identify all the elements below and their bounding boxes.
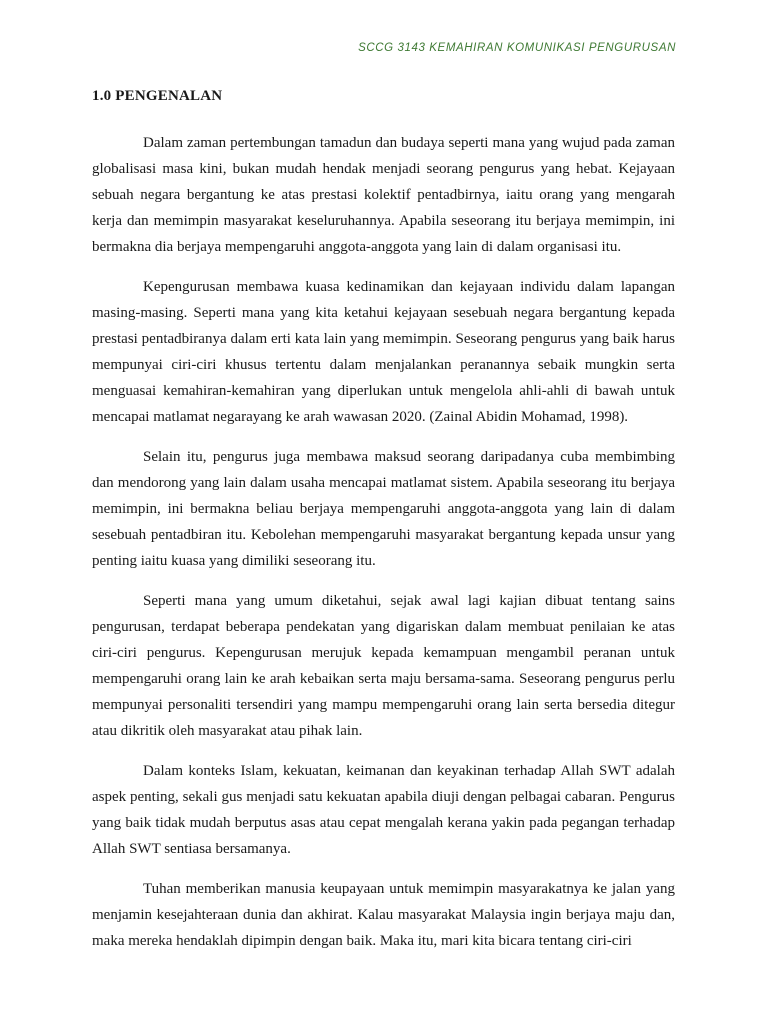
paragraph: Seperti mana yang umum diketahui, sejak awal lagi kajian dibuat tentang sains pengurusan, terdapat beberapa pendekatan yang digariskan dalam membuat penilaian ke atas ciri-ciri pengurus. Kepengurusan merujuk kepada kemampuan mengambil peranan untuk mempengaruhi orang lain ke arah kebaikan serta maju bersama-sama. Seseorang pengurus perlu mempunyai personaliti tersendiri yang mampu mempengaruhi orang lain serta bersedia ditegur atau dikritik oleh masyarakat atau pihak lain. <box>92 593 675 739</box>
paragraph: Kepengurusan membawa kuasa kedinamikan dan kejayaan individu dalam lapangan masing-masing. Seperti mana yang kita ketahui kejayaan sesebuah negara bergantung kepada prestasi pentadbiranya dalam erti kata lain yang memimpin. Seseorang pengurus yang baik harus mempunyai ciri-ciri khusus tertentu dalam menjalankan peranannya sebaik mungkin serta menguasai kemahiran-kemahiran yang diperlukan untuk mengelola ahli-ahli di bawah untuk mencapai matlamat negarayang ke arah wawasan 2020. (Zainal Abidin Mohamad, 1998). <box>92 279 675 425</box>
paragraph: Dalam konteks Islam, kekuatan, keimanan dan keyakinan terhadap Allah SWT adalah aspek penting, sekali gus menjadi satu kekuatan apabila diuji dengan pelbagai cabaran. Pengurus yang baik tidak mudah berputus asas atau cepat mengalah kerana yakin pada pegangan terhadap Allah SWT sentiasa bersamanya. <box>92 763 675 857</box>
paragraph: Dalam zaman pertembungan tamadun dan budaya seperti mana yang wujud pada zaman globalisasi masa kini, bukan mudah hendak menjadi seorang pengurus yang hebat. Kejayaan sebuah negara bergantung ke atas prestasi kolektif pentadbirnya, iaitu orang yang mengarah kerja dan memimpin masyarakat keseluruhannya. Apabila seseorang itu berjaya memimpin, ini bermakna dia berjaya mempengaruhi anggota-anggota yang lain di dalam organisasi itu. <box>92 135 675 255</box>
paragraph: Selain itu, pengurus juga membawa maksud seorang daripadanya cuba membimbing dan mendorong yang lain dalam usaha mencapai matlamat sistem. Apabila seseorang itu berjaya memimpin, ini bermakna beliau berjaya mempengaruhi anggota-anggota yang lain di dalam sesebuah pentadbiran itu. Kebolehan mempengaruhi masyarakat bergantung kepada unsur yang penting iaitu kuasa yang dimiliki seseorang itu. <box>92 449 675 569</box>
body-text <box>92 130 675 968</box>
paragraph: Tuhan memberikan manusia keupayaan untuk memimpin masyarakatnya ke jalan yang menjamin kesejahteraan dunia dan akhirat. Kalau masyarakat Malaysia ingin berjaya maju dan, maka mereka hendaklah dipimpin dengan baik. Maka itu, mari kita bicara tentang ciri-ciri <box>92 881 675 949</box>
running-header: SCCG 3143 KEMAHIRAN KOMUNIKASI PENGURUSAN <box>358 42 676 54</box>
section-title: 1.0 PENGENALAN <box>92 88 223 104</box>
